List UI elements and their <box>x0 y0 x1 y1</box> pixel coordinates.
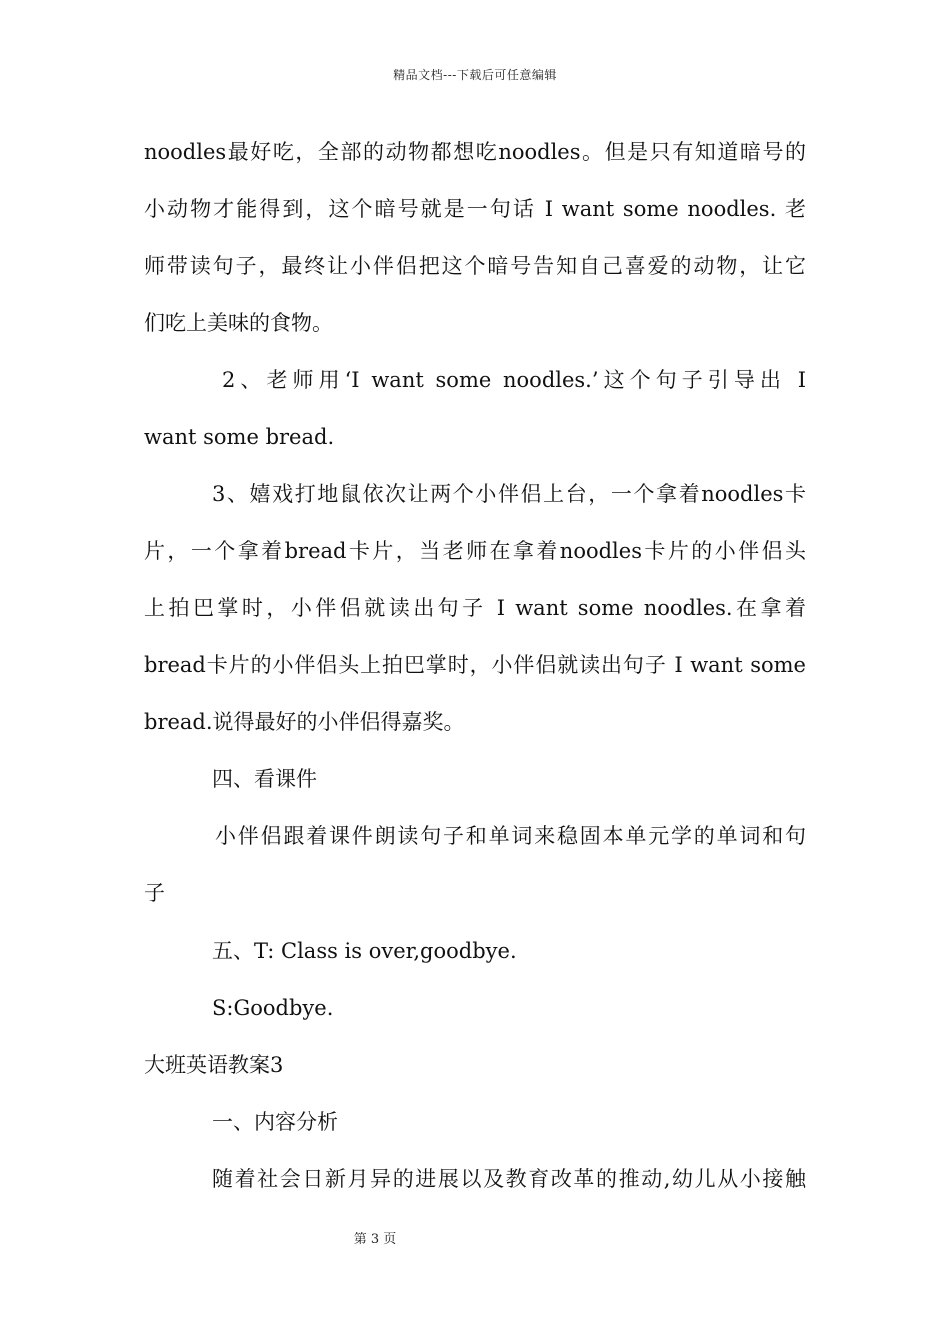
paragraph-line: 片，一个拿着bread卡片，当老师在拿着noodles卡片的小伴侣头 <box>144 539 806 563</box>
paragraph-line: 小动物才能得到，这个暗号就是一句话 I want some noodles. 老 <box>144 197 806 221</box>
paragraph-line: 上拍巴掌时，小伴侣就读出句子 I want some noodles.在拿着 <box>144 596 806 620</box>
paragraph-line: 们吃上美味的食物。 <box>144 311 333 335</box>
lesson-title: 大班英语教案3 <box>144 1053 284 1077</box>
paragraph-line: bread.说得最好的小伴侣得嘉奖。 <box>144 710 465 734</box>
dialogue-line: S:Goodbye. <box>212 996 334 1020</box>
dialogue-line: 五、T: Class is over,goodbye. <box>212 939 517 963</box>
page-number: 第 3 页 <box>353 1232 397 1247</box>
page-header: 精品文档---下载后可任意编辑 <box>393 68 557 82</box>
section-heading: 一、内容分析 <box>212 1110 338 1134</box>
paragraph-line: noodles最好吃，全部的动物都想吃noodles。但是只有知道暗号的 <box>144 140 806 164</box>
paragraph-line: 随着社会日新月异的进展以及教育改革的推动,幼儿从小接触 <box>212 1167 806 1191</box>
paragraph-line: 师带读句子，最终让小伴侣把这个暗号告知自己喜爱的动物，让它 <box>144 254 806 278</box>
paragraph-line: bread卡片的小伴侣头上拍巴掌时，小伴侣就读出句子 I want some <box>144 653 806 677</box>
paragraph-line: 3、嬉戏打地鼠依次让两个小伴侣上台，一个拿着noodles卡 <box>212 482 806 506</box>
paragraph-line: want some bread. <box>144 425 335 449</box>
paragraph-line: 小伴侣跟着课件朗读句子和单词来稳固本单元学的单词和句 <box>215 824 806 848</box>
paragraph-line: 子 <box>144 881 165 905</box>
paragraph-line: 2、老师用‘I want some noodles.’这个句子引导出 I <box>222 368 806 392</box>
section-heading: 四、看课件 <box>212 767 317 791</box>
